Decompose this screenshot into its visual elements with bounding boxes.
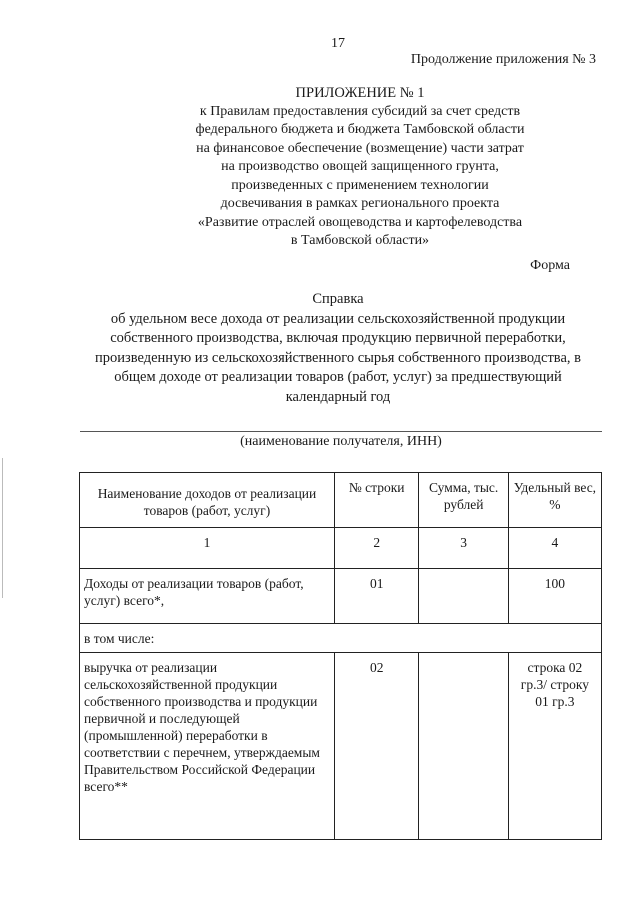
cell-including-label: в том числе: — [80, 624, 602, 653]
reference-title: Справка — [312, 291, 364, 307]
cell-share: строка 02 гр.3/ строку 01 гр.3 — [508, 653, 601, 840]
appendix-line: досвечивания в рамках регионального проекта — [220, 196, 500, 211]
cell-row-number: 01 — [334, 569, 419, 624]
header-share: Удельный вес, % — [508, 473, 601, 528]
appendix-line: к Правилам предоставления субсидий за счет средств — [199, 103, 521, 119]
recipient-caption: (наименование получателя, ИНН) — [240, 434, 442, 449]
column-number: 4 — [508, 528, 601, 569]
column-number: 2 — [334, 528, 419, 569]
recipient-fill-line[interactable] — [80, 431, 602, 432]
reference-line: календарный год — [285, 388, 391, 405]
cell-sum[interactable] — [419, 653, 508, 840]
appendix-line: на финансовое обеспечение (возмещение) части затрат — [196, 140, 524, 156]
appendix-line: федерального бюджета и бюджета Тамбовской области — [195, 122, 525, 137]
table-row-including — [80, 624, 602, 653]
reference-line: об удельном весе дохода от реализации сельскохозяйственной продукции — [110, 310, 566, 327]
page-number: 17 — [331, 36, 345, 51]
appendix-line: «Развитие отраслей овощеводства и картофелеводства — [197, 214, 523, 230]
column-number-row — [80, 528, 602, 569]
income-table — [79, 472, 602, 840]
header-sum: Сумма, тыс. рублей — [419, 473, 508, 528]
header-row-number: № строки — [334, 473, 419, 528]
cell-share: 100 — [508, 569, 601, 624]
cell-row-number: 02 — [334, 653, 419, 840]
header-income-name: Наименование доходов от реализации товаров (работ, услуг) — [80, 473, 335, 528]
column-number: 1 — [80, 528, 335, 569]
table-row-total — [80, 569, 602, 624]
cell-income-name: выручка от реализации сельскохозяйственной продукции собственного производства и продукции первичной и последующей (промышленной) переработки в соответствии с перечнем, утверждаемым Правительством Российской Федерации всего** — [80, 653, 335, 840]
appendix-title: ПРИЛОЖЕНИЕ № 1 — [295, 85, 425, 101]
appendix-line: на производство овощей защищенного грунта, — [221, 159, 499, 174]
appendix-heading — [150, 84, 570, 251]
appendix-line: произведенных с применением технологии — [231, 177, 489, 193]
column-number: 3 — [419, 528, 508, 569]
reference-line: общем доходе от реализации товаров (работ, услуг) за предшествующий — [114, 369, 562, 385]
reference-heading — [72, 290, 604, 407]
continuation-label: Продолжение приложения № 3 — [410, 52, 596, 67]
form-label: Форма — [530, 258, 570, 273]
table-header-row — [80, 473, 602, 528]
reference-line: собственного производства, включая продукцию первичной переработки, — [110, 330, 566, 346]
appendix-line: в Тамбовской области» — [290, 233, 430, 248]
cell-sum[interactable] — [419, 569, 508, 624]
scan-edge-mark — [2, 458, 3, 598]
table-row-revenue — [80, 653, 602, 840]
cell-income-name: Доходы от реализации товаров (работ, услуг) всего*, — [80, 569, 335, 624]
reference-line: произведенную из сельскохозяйственного сырья собственного производства, в — [94, 349, 581, 366]
